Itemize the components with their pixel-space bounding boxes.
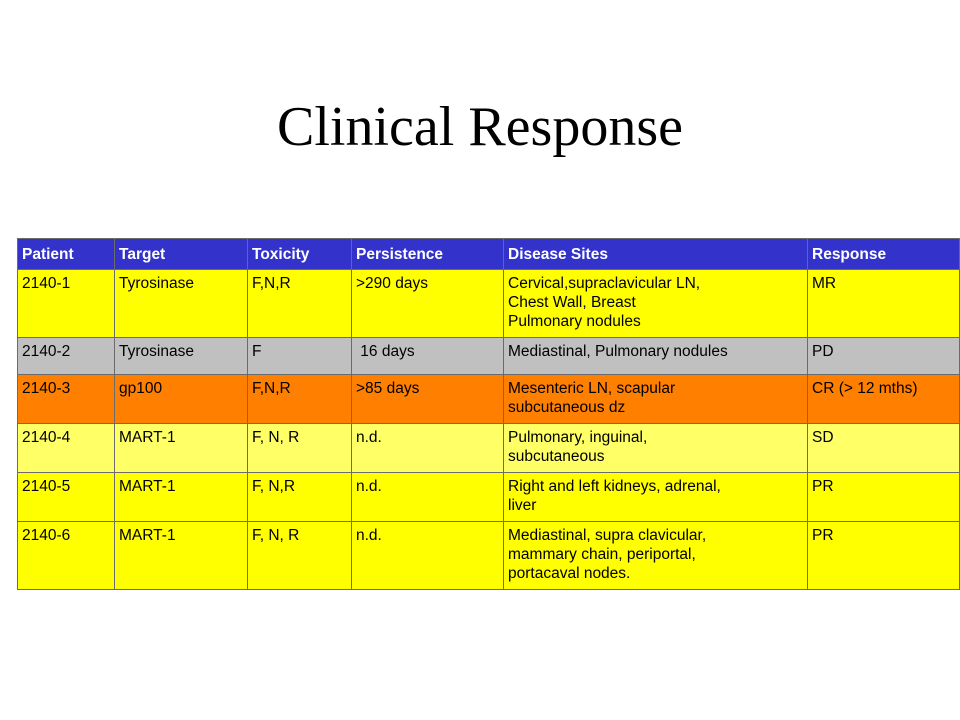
cell-patient: 2140-2 xyxy=(18,338,115,375)
cell-response: PR xyxy=(808,473,960,522)
cell-persistence: n.d. xyxy=(352,424,504,473)
header-persistence: Persistence xyxy=(352,239,504,270)
cell-patient: 2140-1 xyxy=(18,270,115,338)
cell-disease-sites: Mediastinal, Pulmonary nodules xyxy=(504,338,808,375)
cell-toxicity: F, N, R xyxy=(248,522,352,590)
cell-response: SD xyxy=(808,424,960,473)
cell-response: PR xyxy=(808,522,960,590)
cell-persistence: n.d. xyxy=(352,522,504,590)
cell-disease-sites: Right and left kidneys, adrenal, liver xyxy=(504,473,808,522)
cell-patient: 2140-3 xyxy=(18,375,115,424)
cell-toxicity: F, N, R xyxy=(248,424,352,473)
cell-target: MART-1 xyxy=(115,424,248,473)
cell-persistence: >290 days xyxy=(352,270,504,338)
clinical-response-table xyxy=(17,238,960,590)
cell-toxicity: F, N,R xyxy=(248,473,352,522)
cell-disease-sites: Mesenteric LN, scapular subcutaneous dz xyxy=(504,375,808,424)
header-patient: Patient xyxy=(18,239,115,270)
cell-patient: 2140-6 xyxy=(18,522,115,590)
cell-persistence: n.d. xyxy=(352,473,504,522)
cell-patient: 2140-4 xyxy=(18,424,115,473)
cell-persistence: 16 days xyxy=(352,338,504,375)
cell-target: Tyrosinase xyxy=(115,338,248,375)
cell-disease-sites: Pulmonary, inguinal, subcutaneous xyxy=(504,424,808,473)
cell-patient: 2140-5 xyxy=(18,473,115,522)
cell-target: MART-1 xyxy=(115,522,248,590)
header-disease-sites: Disease Sites xyxy=(504,239,808,270)
table-row xyxy=(18,424,960,473)
cell-disease-sites: Cervical,supraclavicular LN, Chest Wall, Breast Pulmonary nodules xyxy=(504,270,808,338)
cell-target: gp100 xyxy=(115,375,248,424)
cell-response: CR (> 12 mths) xyxy=(808,375,960,424)
header-target: Target xyxy=(115,239,248,270)
cell-persistence: >85 days xyxy=(352,375,504,424)
cell-toxicity: F,N,R xyxy=(248,270,352,338)
cell-target: Tyrosinase xyxy=(115,270,248,338)
table-row xyxy=(18,473,960,522)
header-toxicity: Toxicity xyxy=(248,239,352,270)
table-header-row xyxy=(18,239,960,270)
cell-disease-sites: Mediastinal, supra clavicular, mammary chain, periportal, portacaval nodes. xyxy=(504,522,808,590)
table-row xyxy=(18,522,960,590)
table-row xyxy=(18,338,960,375)
cell-response: PD xyxy=(808,338,960,375)
cell-response: MR xyxy=(808,270,960,338)
table-row xyxy=(18,270,960,338)
header-response: Response xyxy=(808,239,960,270)
cell-target: MART-1 xyxy=(115,473,248,522)
cell-toxicity: F xyxy=(248,338,352,375)
cell-toxicity: F,N,R xyxy=(248,375,352,424)
slide-title: Clinical Response xyxy=(277,96,683,158)
table-row xyxy=(18,375,960,424)
